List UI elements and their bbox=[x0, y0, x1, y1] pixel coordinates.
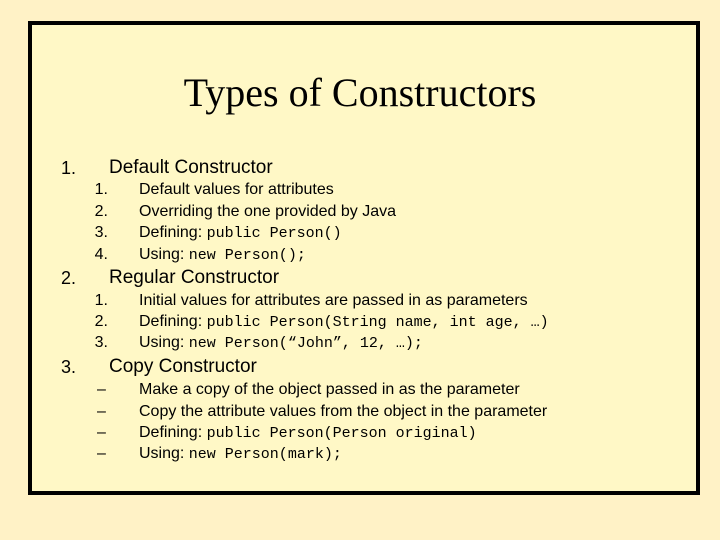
list-marker: 1. bbox=[94, 292, 108, 309]
section-number: 2. bbox=[61, 268, 77, 288]
list-item: Using: new Person(“John”, 12, …); bbox=[139, 334, 423, 352]
section-title-copy-constructor: Copy Constructor bbox=[109, 356, 257, 377]
list-item: Using: new Person(); bbox=[139, 246, 306, 264]
list-item: Defining: public Person(Person original) bbox=[139, 424, 477, 442]
section-title-default-constructor: Default Constructor bbox=[109, 157, 273, 178]
list-item: Defining: public Person() bbox=[139, 224, 342, 242]
list-dash: – bbox=[97, 381, 106, 398]
list-marker: 2. bbox=[94, 203, 108, 220]
list-marker: 3. bbox=[94, 224, 108, 241]
list-item: Default values for attributes bbox=[139, 181, 334, 198]
list-item: Make a copy of the object passed in as the parameter bbox=[139, 381, 520, 398]
list-marker: 1. bbox=[94, 181, 108, 198]
list-marker: 4. bbox=[94, 246, 108, 263]
section-number: 3. bbox=[61, 357, 77, 377]
slide-title: Types of Constructors bbox=[183, 70, 537, 115]
list-dash: – bbox=[97, 445, 106, 462]
list-dash: – bbox=[97, 403, 106, 420]
section-title-regular-constructor: Regular Constructor bbox=[109, 267, 280, 288]
list-item: Overriding the one provided by Java bbox=[139, 203, 397, 220]
list-item: Using: new Person(mark); bbox=[139, 445, 342, 463]
list-item: Defining: public Person(String name, int age, …) bbox=[139, 313, 549, 331]
list-item: Copy the attribute values from the object in the parameter bbox=[139, 403, 548, 420]
section-number: 1. bbox=[61, 158, 77, 178]
list-marker: 2. bbox=[94, 313, 108, 330]
list-dash: – bbox=[97, 424, 106, 441]
list-marker: 3. bbox=[94, 334, 108, 351]
list-item: Initial values for attributes are passed in as parameters bbox=[139, 292, 528, 309]
